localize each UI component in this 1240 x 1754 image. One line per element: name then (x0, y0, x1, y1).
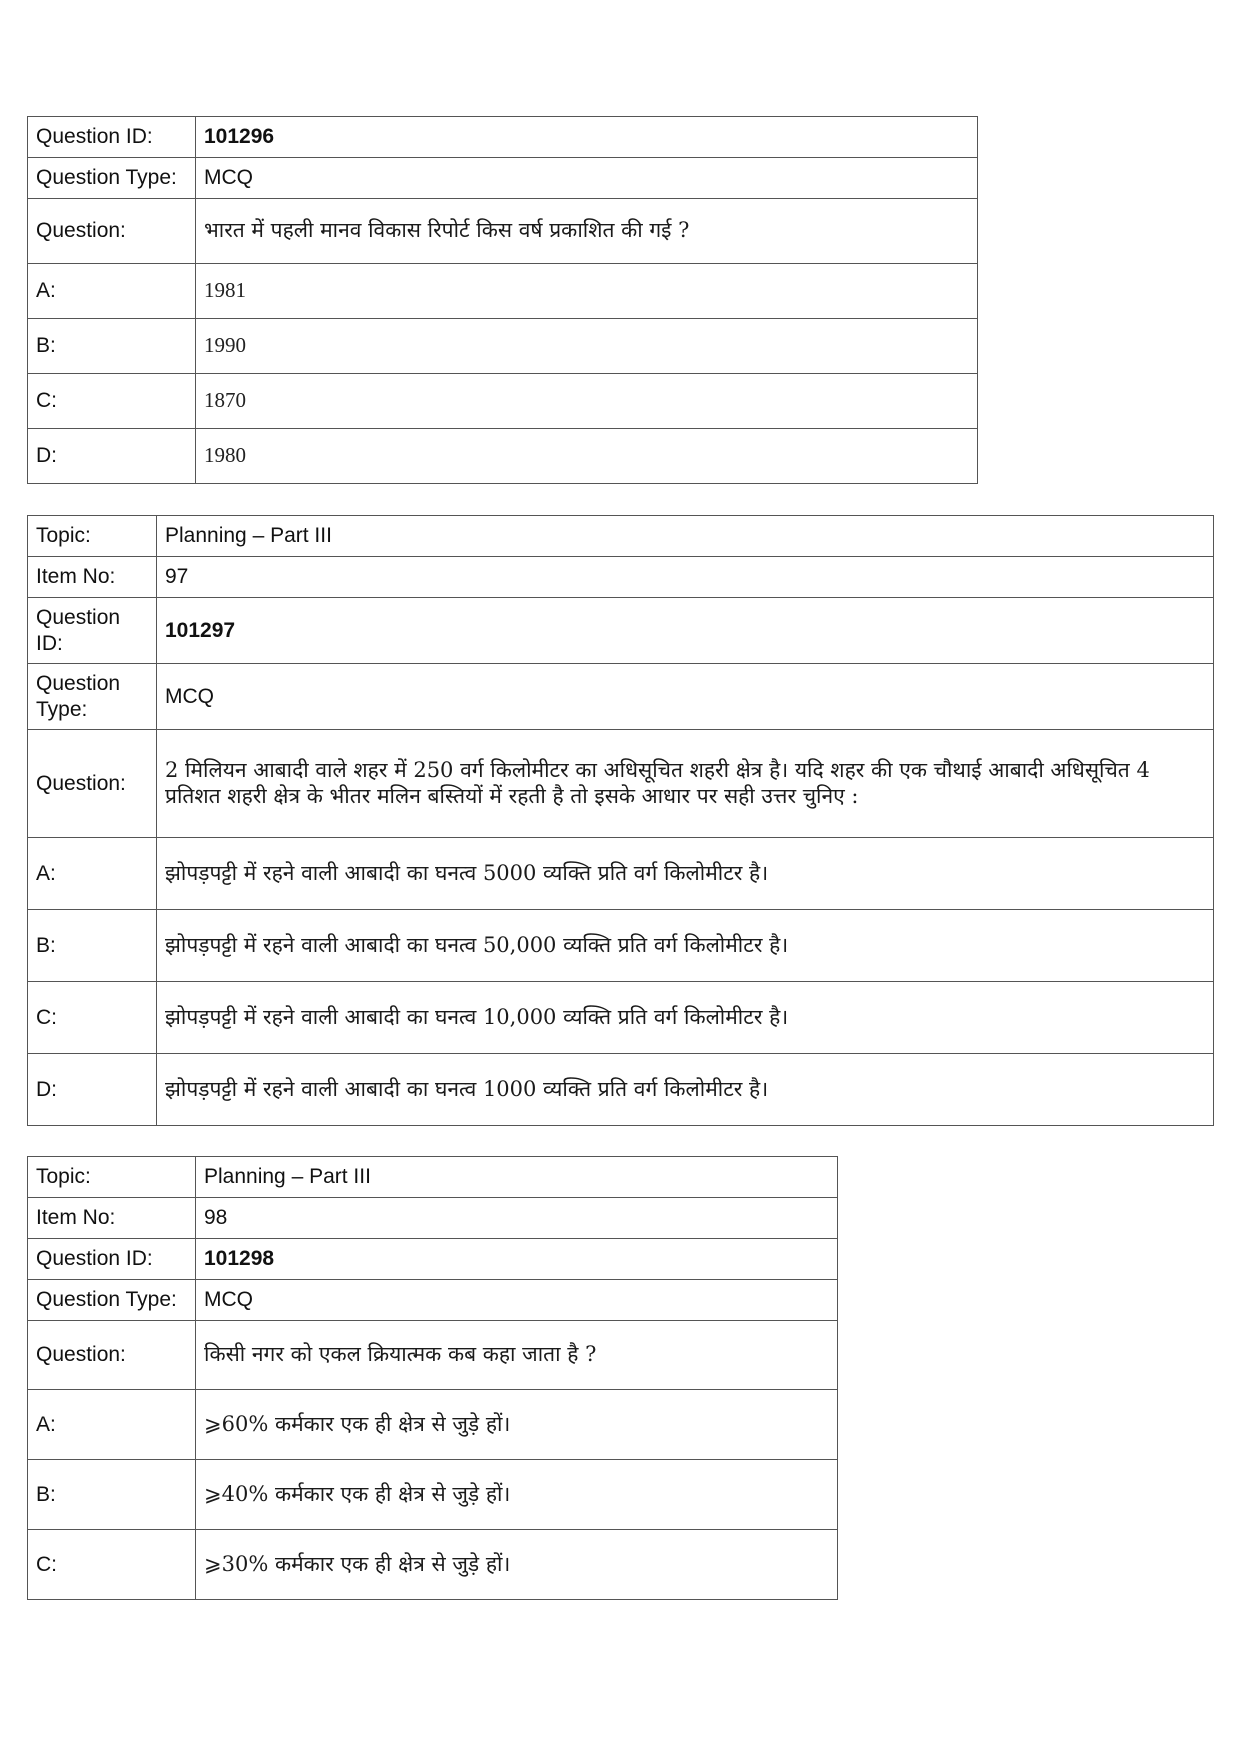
item-no-label: Item No: (28, 557, 157, 598)
option-b-text: 1990 (196, 319, 978, 374)
question-table-101297 (27, 515, 1214, 1126)
option-c-label: C: (28, 1530, 196, 1600)
question-id-value: 101296 (196, 117, 978, 158)
question-text: किसी नगर को एकल क्रियात्मक कब कहा जाता है ? (196, 1321, 838, 1390)
question-label: Question: (28, 199, 196, 264)
question-text: 2 मिलियन आबादी वाले शहर में 250 वर्ग किलोमीटर का अधिसूचित शहरी क्षेत्र है। यदि शहर की एक चौथाई आबादी अधिसूचित 4 प्रतिशत शहरी क्षेत्र के भीतर मलिन बस्तियों में रहती है तो इसके आधार पर सही उत्तर चुनिए : (157, 730, 1214, 838)
option-a-label: A: (28, 838, 157, 910)
question-type-label: Question Type: (28, 664, 157, 730)
question-type-value: MCQ (157, 664, 1214, 730)
question-id-label: Question ID: (28, 598, 157, 664)
option-a-label: A: (28, 1390, 196, 1460)
topic-value: Planning – Part III (157, 516, 1214, 557)
question-type-row (28, 158, 978, 199)
item-no-row (28, 1198, 838, 1239)
item-no-row (28, 557, 1214, 598)
topic-row (28, 516, 1214, 557)
question-id-row (28, 1239, 838, 1280)
option-c-label: C: (28, 374, 196, 429)
question-row (28, 730, 1214, 838)
question-type-value: MCQ (196, 158, 978, 199)
option-a-text: ⩾60% कर्मकार एक ही क्षेत्र से जुड़े हों। (196, 1390, 838, 1460)
question-row (28, 1321, 838, 1390)
question-id-value: 101298 (196, 1239, 838, 1280)
option-d-label: D: (28, 1054, 157, 1126)
question-id-label: Question ID: (28, 1239, 196, 1280)
option-a-label: A: (28, 264, 196, 319)
option-row-c (28, 1530, 838, 1600)
item-no-label: Item No: (28, 1198, 196, 1239)
option-b-label: B: (28, 910, 157, 982)
option-c-text: झोपड़पट्टी में रहने वाली आबादी का घनत्व 10,000 व्यक्ति प्रति वर्ग किलोमीटर है। (157, 982, 1214, 1054)
option-row-a (28, 264, 978, 319)
option-a-text: 1981 (196, 264, 978, 319)
option-row-d (28, 429, 978, 484)
question-type-label: Question Type: (28, 1280, 196, 1321)
option-c-text: 1870 (196, 374, 978, 429)
option-b-text: ⩾40% कर्मकार एक ही क्षेत्र से जुड़े हों। (196, 1460, 838, 1530)
option-row-a (28, 838, 1214, 910)
question-id-row (28, 117, 978, 158)
question-table-101298 (27, 1156, 838, 1600)
topic-label: Topic: (28, 516, 157, 557)
option-d-label: D: (28, 429, 196, 484)
option-b-label: B: (28, 319, 196, 374)
question-id-row (28, 598, 1214, 664)
option-row-b (28, 910, 1214, 982)
topic-value: Planning – Part III (196, 1157, 838, 1198)
question-type-label: Question Type: (28, 158, 196, 199)
question-type-row (28, 664, 1214, 730)
option-row-c (28, 374, 978, 429)
option-row-d (28, 1054, 1214, 1126)
option-row-b (28, 1460, 838, 1530)
question-label: Question: (28, 1321, 196, 1390)
question-row (28, 199, 978, 264)
option-d-text: झोपड़पट्टी में रहने वाली आबादी का घनत्व 1000 व्यक्ति प्रति वर्ग किलोमीटर है। (157, 1054, 1214, 1126)
question-table-101296 (27, 116, 978, 484)
topic-row (28, 1157, 838, 1198)
question-type-row (28, 1280, 838, 1321)
option-a-text: झोपड़पट्टी में रहने वाली आबादी का घनत्व 5000 व्यक्ति प्रति वर्ग किलोमीटर है। (157, 838, 1214, 910)
question-id-label: Question ID: (28, 117, 196, 158)
option-row-c (28, 982, 1214, 1054)
option-d-text: 1980 (196, 429, 978, 484)
option-c-text: ⩾30% कर्मकार एक ही क्षेत्र से जुड़े हों। (196, 1530, 838, 1600)
option-row-a (28, 1390, 838, 1460)
item-no-value: 97 (157, 557, 1214, 598)
option-b-label: B: (28, 1460, 196, 1530)
question-id-value: 101297 (157, 598, 1214, 664)
question-text: भारत में पहली मानव विकास रिपोर्ट किस वर्ष प्रकाशित की गई ? (196, 199, 978, 264)
option-row-b (28, 319, 978, 374)
item-no-value: 98 (196, 1198, 838, 1239)
option-c-label: C: (28, 982, 157, 1054)
question-type-value: MCQ (196, 1280, 838, 1321)
option-b-text: झोपड़पट्टी में रहने वाली आबादी का घनत्व 50,000 व्यक्ति प्रति वर्ग किलोमीटर है। (157, 910, 1214, 982)
question-label: Question: (28, 730, 157, 838)
topic-label: Topic: (28, 1157, 196, 1198)
